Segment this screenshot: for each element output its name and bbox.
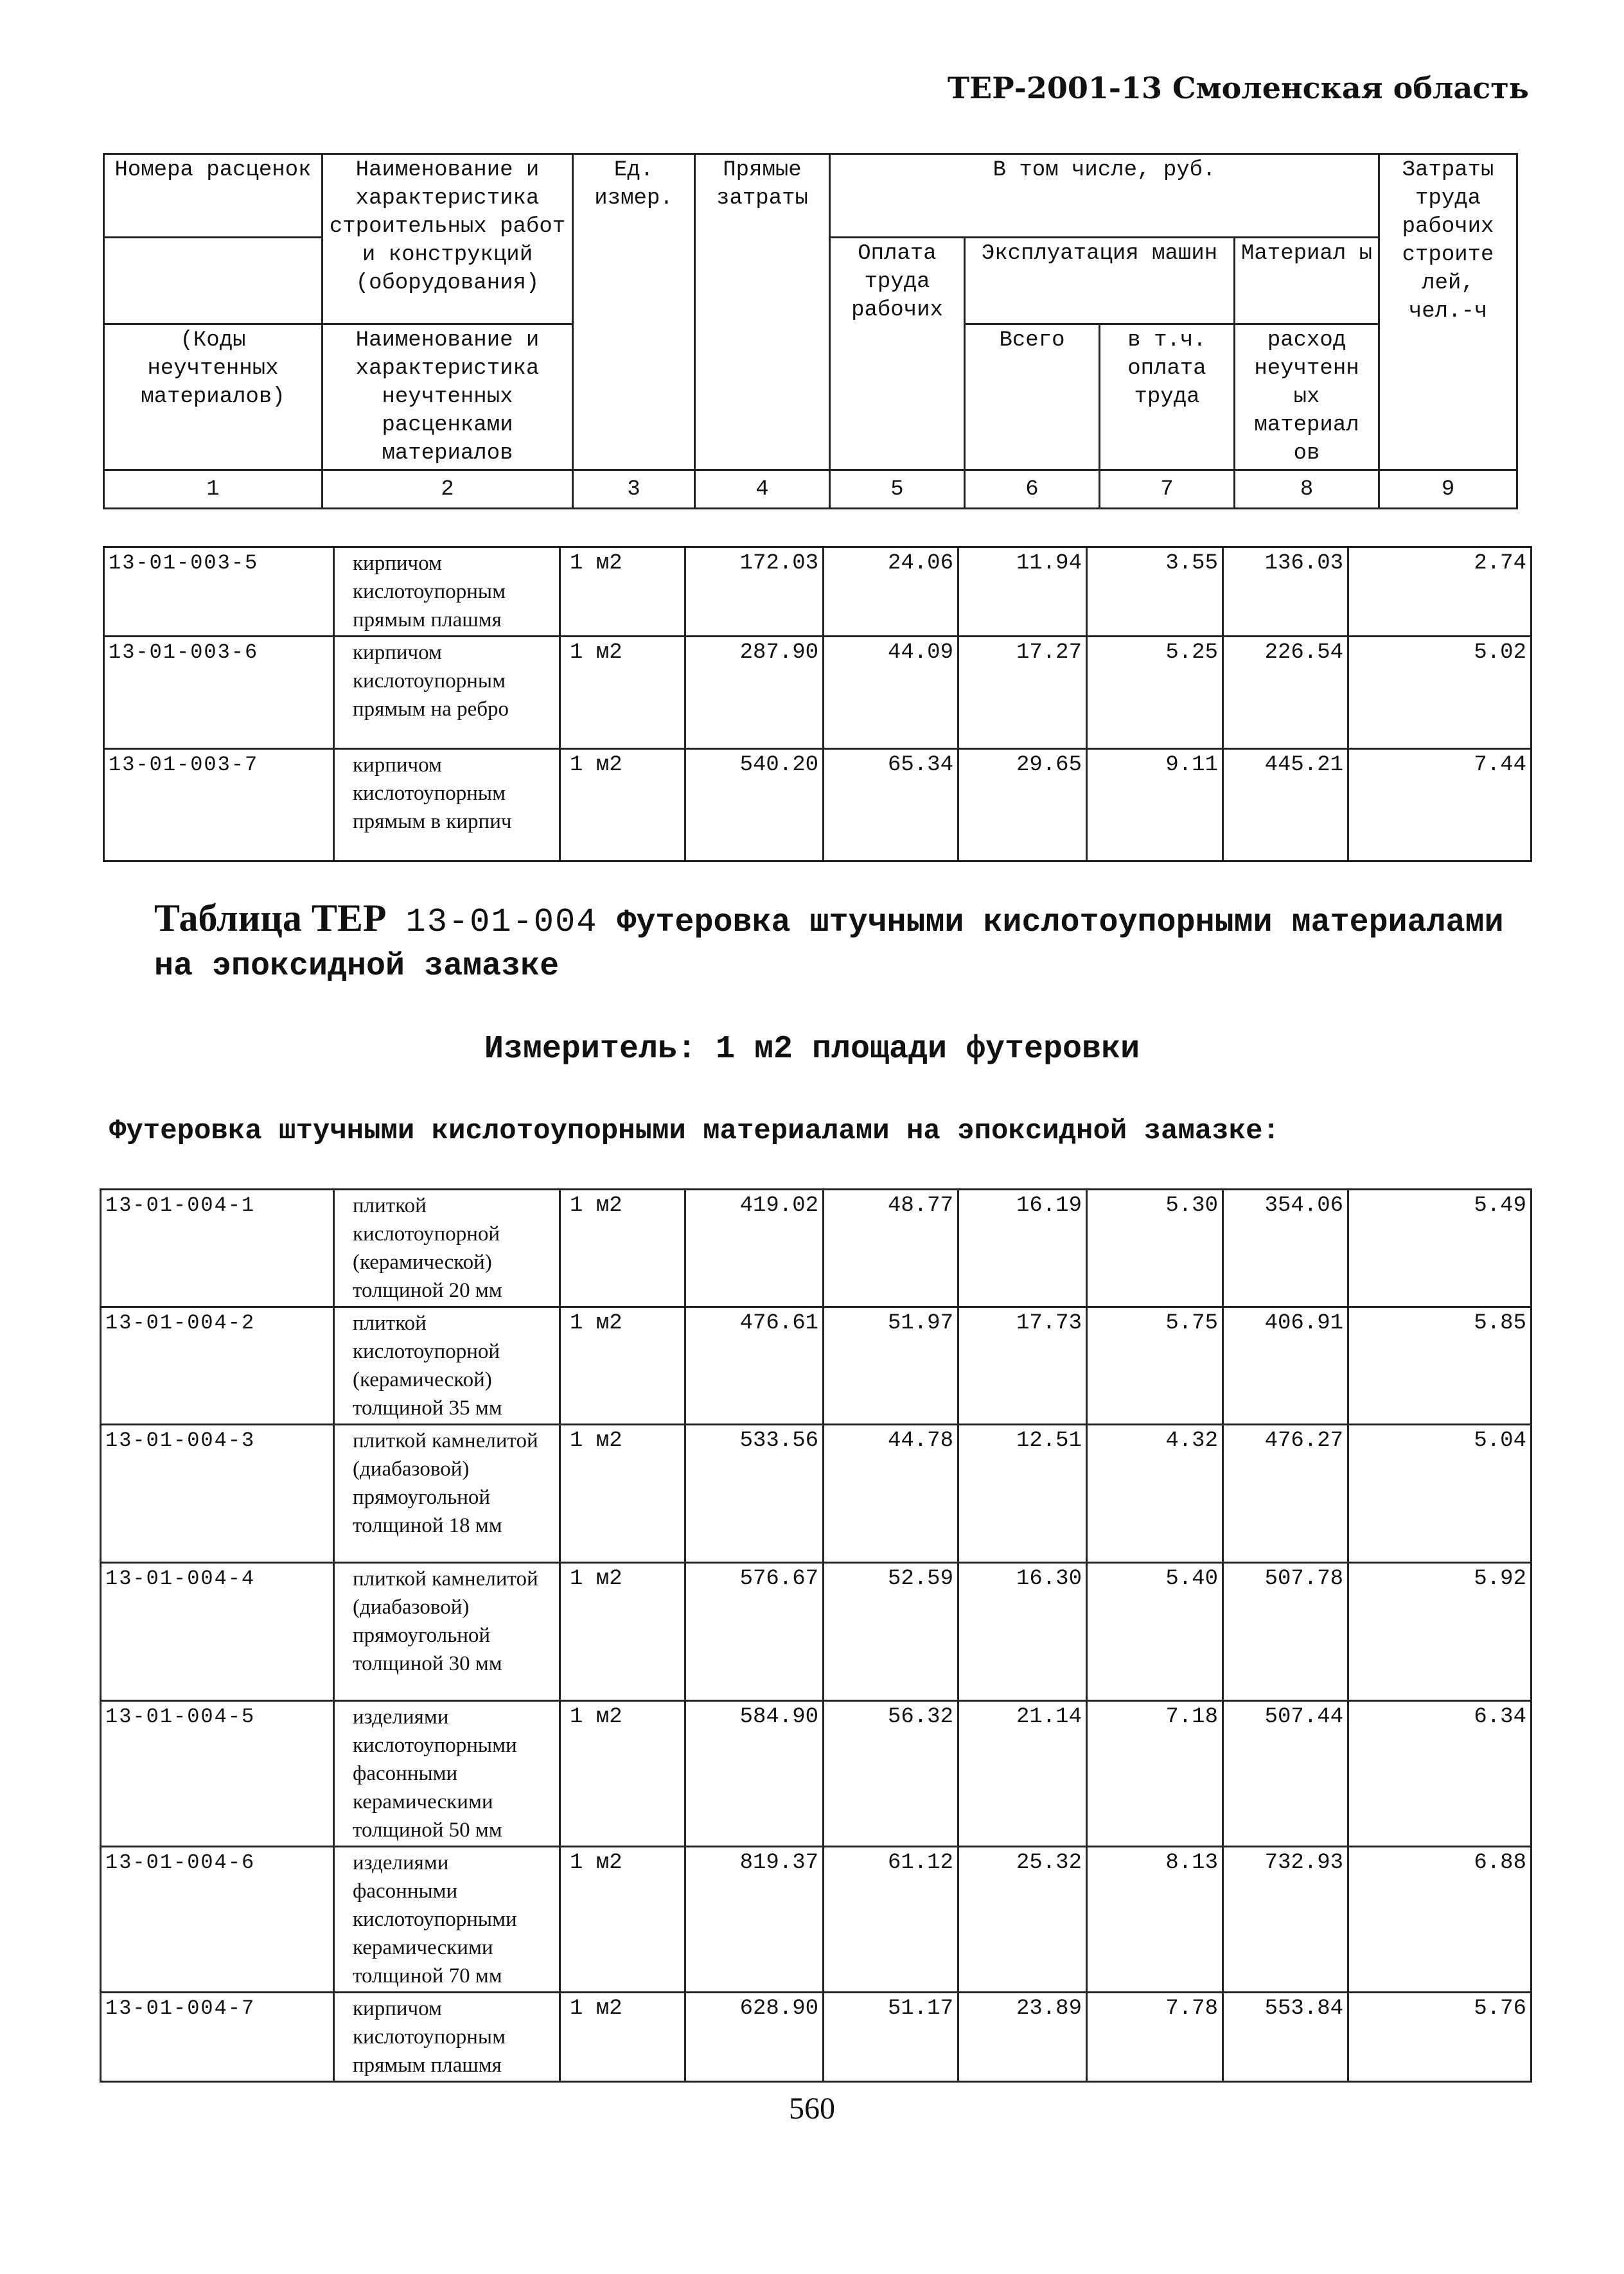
labor-hours: 5.85 (1348, 1307, 1531, 1425)
labor-hours: 5.02 (1348, 637, 1531, 749)
direct-costs: 628.90 (685, 1993, 824, 2082)
materials-cost: 732.93 (1223, 1847, 1348, 1993)
table-title-text: Футеровка штучными кислотоупорными материалами на эпоксидной замазке (154, 904, 1504, 985)
header-machine-total: Всего (965, 324, 1100, 470)
rate-row (104, 637, 1531, 749)
header-machine-labor: в т.ч. оплата труда (1100, 324, 1235, 470)
machine-total: 29.65 (958, 749, 1087, 861)
machine-labor: 7.78 (1087, 1993, 1223, 2082)
machine-labor: 5.75 (1087, 1307, 1223, 1425)
table-title (154, 896, 1535, 989)
labor-pay: 61.12 (824, 1847, 958, 1993)
column-number: 8 (1235, 470, 1379, 509)
machine-total: 17.73 (958, 1307, 1087, 1425)
table-title-prefix: Таблица ТЕР (154, 897, 387, 939)
work-name: плиткой камнелитой (диабазовой) прямоугольной толщиной 18 мм (334, 1425, 560, 1563)
header-including-rub: В том числе, руб. (830, 154, 1379, 238)
labor-pay: 52.59 (824, 1563, 958, 1701)
unit-of-measure: 1 м2 (560, 1563, 685, 1701)
machine-total: 12.51 (958, 1425, 1087, 1563)
column-header-table (103, 153, 1518, 509)
machine-total: 16.19 (958, 1190, 1087, 1307)
header-unit: Ед. измер. (573, 154, 695, 470)
labor-hours: 5.76 (1348, 1993, 1531, 2082)
machine-labor: 4.32 (1087, 1425, 1223, 1563)
machine-labor: 3.55 (1087, 547, 1223, 637)
machine-total: 17.27 (958, 637, 1087, 749)
labor-hours: 2.74 (1348, 547, 1531, 637)
unit-of-measure: 1 м2 (560, 637, 685, 749)
column-number: 5 (830, 470, 965, 509)
labor-pay: 51.17 (824, 1993, 958, 2082)
work-name: кирпичом кислотоупорным прямым плашмя (334, 547, 560, 637)
unit-of-measure: 1 м2 (560, 1307, 685, 1425)
machine-labor: 5.30 (1087, 1190, 1223, 1307)
work-name: плиткой камнелитой (диабазовой) прямоугольной толщиной 30 мм (334, 1563, 560, 1701)
labor-hours: 6.88 (1348, 1847, 1531, 1993)
table-title-code: 13-01-004 (405, 903, 598, 941)
labor-pay: 56.32 (824, 1701, 958, 1847)
unit-of-measure: 1 м2 (560, 1701, 685, 1847)
direct-costs: 287.90 (685, 637, 824, 749)
work-name: изделиями кислотоупорными фасонными керамическими толщиной 50 мм (334, 1701, 560, 1847)
direct-costs: 584.90 (685, 1701, 824, 1847)
rate-code: 13-01-003-5 (104, 547, 334, 637)
materials-cost: 553.84 (1223, 1993, 1348, 2082)
rate-code: 13-01-003-7 (104, 749, 334, 861)
materials-cost: 445.21 (1223, 749, 1348, 861)
rate-row (104, 749, 1531, 861)
header-rate-numbers: Номера расценок (104, 154, 322, 238)
work-name: кирпичом кислотоупорным прямым плашмя (334, 1993, 560, 2082)
unit-of-measure: 1 м2 (560, 1847, 685, 1993)
rate-code: 13-01-004-4 (101, 1563, 334, 1701)
labor-pay: 24.06 (824, 547, 958, 637)
header-unaccounted-consumption: расход неучтенн ых материал ов (1235, 324, 1379, 470)
rate-code: 13-01-004-3 (101, 1425, 334, 1563)
materials-cost: 406.91 (1223, 1307, 1348, 1425)
work-name: плиткой кислотоупорной (керамической) толщиной 35 мм (334, 1307, 560, 1425)
column-number: 4 (695, 470, 830, 509)
labor-pay: 51.97 (824, 1307, 958, 1425)
header-machine-operation: Эксплуатация машин (965, 238, 1235, 324)
materials-cost: 136.03 (1223, 547, 1348, 637)
rate-code: 13-01-004-5 (101, 1701, 334, 1847)
rates-table-13-01-004 (100, 1188, 1532, 2083)
direct-costs: 172.03 (685, 547, 824, 637)
work-name: плиткой кислотоупорной (керамической) толщиной 20 мм (334, 1190, 560, 1307)
column-number: 3 (573, 470, 695, 509)
machine-labor: 9.11 (1087, 749, 1223, 861)
unit-of-measure: 1 м2 (560, 749, 685, 861)
column-number: 2 (322, 470, 573, 509)
rate-row (101, 1425, 1531, 1563)
column-number: 9 (1379, 470, 1517, 509)
rate-row (104, 547, 1531, 637)
rates-table-13-01-003 (103, 546, 1532, 862)
rate-row (101, 1563, 1531, 1701)
direct-costs: 419.02 (685, 1190, 824, 1307)
rate-code: 13-01-004-1 (101, 1190, 334, 1307)
column-number: 6 (965, 470, 1100, 509)
header-unaccounted-codes: (Коды неучтенных материалов) (104, 324, 322, 470)
labor-pay: 65.34 (824, 749, 958, 861)
rate-code: 13-01-004-6 (101, 1847, 334, 1993)
machine-labor: 5.40 (1087, 1563, 1223, 1701)
machine-labor: 8.13 (1087, 1847, 1223, 1993)
work-name: изделиями фасонными кислотоупорными керамическими толщиной 70 мм (334, 1847, 560, 1993)
labor-hours: 5.49 (1348, 1190, 1531, 1307)
section-label: Футеровка штучными кислотоупорными материалами на эпоксидной замазке: (109, 1115, 1280, 1147)
header-labor-hours: Затраты труда рабочих строите лей, чел.-ч (1379, 154, 1517, 470)
column-number: 1 (104, 470, 322, 509)
rate-row (101, 1701, 1531, 1847)
page-number: 560 (789, 2092, 835, 2126)
direct-costs: 540.20 (685, 749, 824, 861)
work-name: кирпичом кислотоупорным прямым на ребро (334, 637, 560, 749)
machine-total: 23.89 (958, 1993, 1087, 2082)
labor-hours: 6.34 (1348, 1701, 1531, 1847)
measurer: Измеритель: 1 м2 площади футеровки (484, 1031, 1140, 1068)
direct-costs: 576.67 (685, 1563, 824, 1701)
rate-row (101, 1847, 1531, 1993)
direct-costs: 533.56 (685, 1425, 824, 1563)
unit-of-measure: 1 м2 (560, 1993, 685, 2082)
labor-hours: 5.04 (1348, 1425, 1531, 1563)
header-labor-pay: Оплата труда рабочих (830, 238, 965, 470)
materials-cost: 507.44 (1223, 1701, 1348, 1847)
materials-cost: 476.27 (1223, 1425, 1348, 1563)
unit-of-measure: 1 м2 (560, 1190, 685, 1307)
rate-row (101, 1993, 1531, 2082)
materials-cost: 226.54 (1223, 637, 1348, 749)
labor-pay: 48.77 (824, 1190, 958, 1307)
direct-costs: 476.61 (685, 1307, 824, 1425)
unit-of-measure: 1 м2 (560, 1425, 685, 1563)
unit-of-measure: 1 м2 (560, 547, 685, 637)
rate-code: 13-01-004-2 (101, 1307, 334, 1425)
rate-code: 13-01-004-7 (101, 1993, 334, 2082)
direct-costs: 819.37 (685, 1847, 824, 1993)
machine-total: 16.30 (958, 1563, 1087, 1701)
rate-code: 13-01-003-6 (104, 637, 334, 749)
machine-labor: 7.18 (1087, 1701, 1223, 1847)
header-unaccounted-name: Наименование и характеристика неучтенных расценками материалов (322, 324, 573, 470)
column-number: 7 (1100, 470, 1235, 509)
header-work-name: Наименование и характеристика строительных работ и конструкций (оборудования) (322, 154, 573, 324)
work-name: кирпичом кислотоупорным прямым в кирпич (334, 749, 560, 861)
labor-pay: 44.78 (824, 1425, 958, 1563)
labor-hours: 7.44 (1348, 749, 1531, 861)
document-header: ТЕР-2001-13 Смоленская область (947, 71, 1529, 105)
machine-labor: 5.25 (1087, 637, 1223, 749)
labor-hours: 5.92 (1348, 1563, 1531, 1701)
header-direct-costs: Прямые затраты (695, 154, 830, 470)
header-materials: Материал ы (1235, 238, 1379, 324)
machine-total: 21.14 (958, 1701, 1087, 1847)
rate-row (101, 1307, 1531, 1425)
machine-total: 25.32 (958, 1847, 1087, 1993)
rate-row (101, 1190, 1531, 1307)
machine-total: 11.94 (958, 547, 1087, 637)
materials-cost: 354.06 (1223, 1190, 1348, 1307)
labor-pay: 44.09 (824, 637, 958, 749)
materials-cost: 507.78 (1223, 1563, 1348, 1701)
